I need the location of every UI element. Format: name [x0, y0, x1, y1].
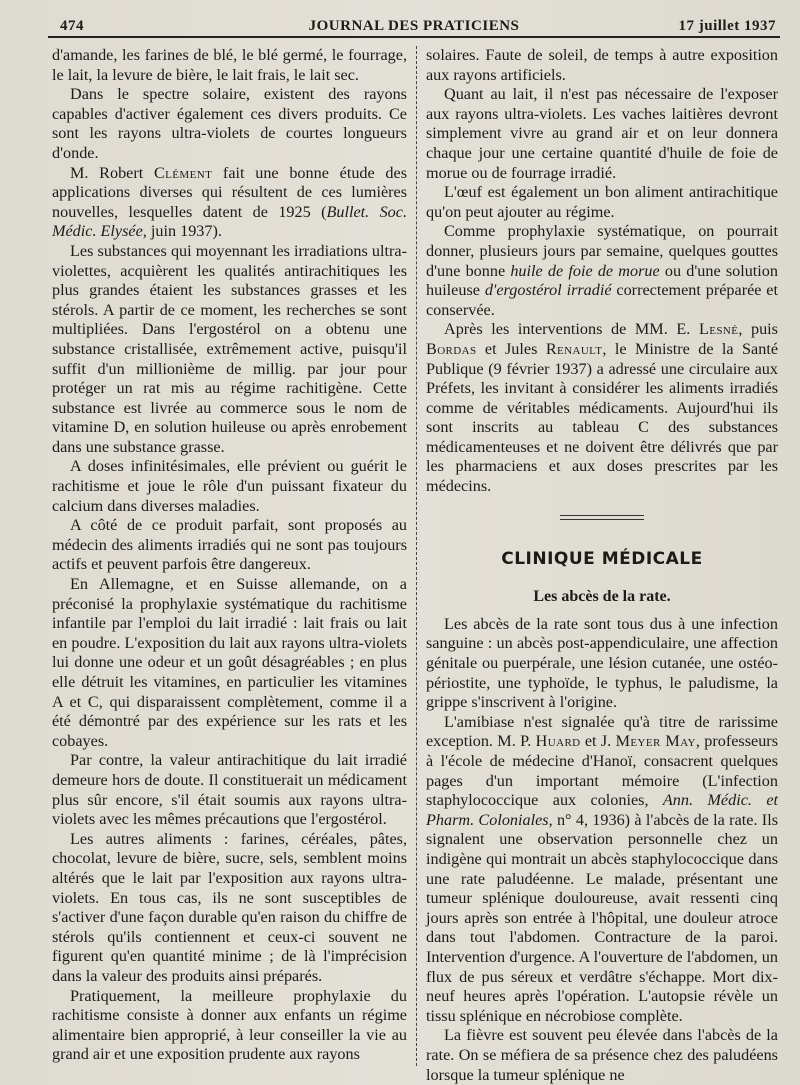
paragraph: Comme prophylaxie systématique, on pourrait donner, plusieurs jours par semaine, quelques gouttes d'une bonne huile de foie de morue ou d'une solution huileuse d'ergostérol irradié correctement préparée et conservée. — [426, 222, 778, 319]
left-column — [52, 46, 407, 1065]
page-number: 474 — [60, 18, 84, 34]
author-name: Renault — [545, 339, 603, 358]
paragraph: A côté de ce produit parfait, sont proposés au médecin des aliments irradiés qui ne sont pas toujours actifs et peuvent parfois être dangereux. — [52, 516, 407, 574]
author-name: Lesné — [698, 320, 739, 339]
author-name: Clément — [153, 163, 213, 182]
paragraph: En Allemagne, et en Suisse allemande, on a préconisé la prophylaxie systématique du rachitisme infantile par l'emploi du lait irradié : lait frais ou lait en poudre. L'exposition du lait aux rayons ultra-violets lui donne une odeur et un goût désagréables ; en plus elle détruit les vitamines, en particulier les vitamines A et C, qui disparaissent complètement, comme il a été démontré par des expérience sur les rats et les cobayes. — [52, 575, 407, 750]
reference: Ann. Médic. et Pharm. Coloniales, — [426, 791, 778, 829]
paragraph: Dans le spectre solaire, existent des rayons capables d'activer également ces divers produits. Ce sont les rayons ultra-violets de courtes longueurs d'onde. — [52, 85, 407, 162]
header-rule — [48, 36, 780, 38]
section-separator — [560, 515, 644, 520]
paragraph: L'œuf est également un bon aliment antirachitique qu'on peut ajouter au régime. — [426, 183, 778, 221]
paragraph: A doses infinitésimales, elle prévient ou guérit le rachitisme et joue le rôle d'un puissant fixateur du calcium dans diverses maladies. — [52, 457, 407, 515]
paragraph: La fièvre est souvent peu élevée dans l'abcès de la rate. On se méfiera de sa présence chez des paludéens lorsque la tumeur splénique ne — [426, 1026, 778, 1084]
issue-date: 17 juillet 1937 — [678, 18, 776, 34]
paragraph: Les substances qui moyennant les irradiations ultra-violettes, acquièrent les qualités antirachitiques les plus grandes étaient les substances grasses et les stérols. A partir de ce moment, les recherches se sont multipliées. Dans l'ergostérol on a obtenu une substance cristallisée, extrêmement active, puisqu'il suffit d'un millionième de millig. par jour pour protéger un rat mis au régime rachitigène. Cette substance est livrée au commerce sous le nom de vitamine D, en solution huileuse ou après enrobement dans une substance grasse. — [52, 241, 407, 456]
paragraph: d'amande, les farines de blé, le blé germé, le fourrage, le lait, la levure de bière, le lait frais, le lait sec. — [52, 46, 407, 84]
right-column — [426, 46, 778, 1085]
section-title: CLINIQUE MÉDICALE — [501, 548, 703, 569]
paragraph: Quant au lait, il n'est pas nécessaire de l'exposer aux rayons ultra-violets. Les vaches laitières devront simplement vivre au grand air et on leur donnera chaque jour une certaine quantité d'huile de foie de morue ou de fourrage irradié. — [426, 85, 778, 182]
paragraph: Par contre, la valeur antirachitique du lait irradié demeure hors de doute. Il constituerait un médicament plus sûr encore, s'il était soumis aux rayons ultra-violets avec les mêmes précautions que l'ergostérol. — [52, 751, 407, 829]
emphasis: huile de foie de morue — [510, 261, 660, 280]
author-name: Huard — [535, 732, 581, 751]
author-name: Meyer May — [615, 732, 696, 751]
paragraph: solaires. Faute de soleil, de temps à autre exposition aux rayons artificiels. — [426, 46, 778, 84]
journal-title: JOURNAL DES PRATICIENS — [308, 18, 520, 34]
emphasis: d'ergostérol irradié — [484, 281, 612, 300]
paragraph: Pratiquement, la meilleure prophylaxie du rachitisme consiste à donner aux enfants un régime alimentaire bien approprié, à leur conseiller la vie au grand air et une exposition prudente aux rayons — [52, 986, 407, 1064]
column-divider — [416, 46, 417, 1066]
author-name: Bordas — [426, 339, 477, 358]
paragraph: Les abcès de la rate sont tous dus à une infection sanguine : un abcès post-appendiculaire, une affection génitale ou puerpérale, une lésion cutanée, une ostéo-périostite, une typhoïde, le typhus, le paludisme, la grippe s'inscrivent à l'origine. — [426, 614, 778, 712]
paragraph: Les autres aliments : farines, céréales, pâtes, chocolat, levure de bière, sucre, sels, semblent moins altérés que le lait par l'exposition aux rayons ultra-violets. En tous cas, ils ne sont susceptibles de s'activer d'une façon durable qu'en raison du chiffre de stérols qu'ils contiennent et ceux-ci souvent ne figurent qu'en quantité minime ; de là l'imprécision dans la valeur des produits ainsi préparés. — [52, 829, 407, 985]
paragraph: L'amibiase n'est signalée qu'à titre de rarissime exception. M. P. Huard et J. Meyer May, professeurs à l'école de médecine d'Hanoï, consacrent quelques pages d'un important mémoire (L'infection staphylococcique aux colonies, Ann. Médic. et Pharm. Coloniales, n° 4, 1936) à l'abcès de la rate. Ils signalent une observation personnelle chez un indigène qui montrait un abcès staphylococcique dans une rate paludéenne. Le malade, présentant une tumeur splénique douloureuse, avait ressenti cinq jours après son entrée à l'hôpital, une douleur atroce dans tout l'abdomen. Contracture de la paroi. Intervention d'urgence. A l'ouverture de l'abdomen, un flux de pus séreux et verdâtre s'échappe. Mort dix-neuf heures après l'opération. L'autopsie révèle un tissu splénique en nécrobiose complète. — [426, 712, 778, 1025]
reference: Bullet. Soc. Médic. Elysée, — [52, 202, 408, 241]
paragraph: M. Robert Clément fait une bonne étude des applications diverses qui résultent de ces lumières nouvelles, lesquelles datent de 1925 (Bullet. Soc. Médic. Elysée, juin 1937). — [52, 163, 408, 241]
paragraph: Après les interventions de MM. E. Lesné, puis Bordas et Jules Renault, le Ministre de la Santé Publique (9 février 1937) a adressé une circulaire aux Préfets, les invitant à considérer les aliments irradiés comme de véritables médicaments. Aujourd'hui ils sont inscrits au tableau C des substances médicamenteuses et ne doivent être délivrés que par les pharmaciens et aux doses prescrites par les médecins. — [426, 320, 778, 496]
article-title: Les abcès de la rate. — [533, 588, 671, 606]
